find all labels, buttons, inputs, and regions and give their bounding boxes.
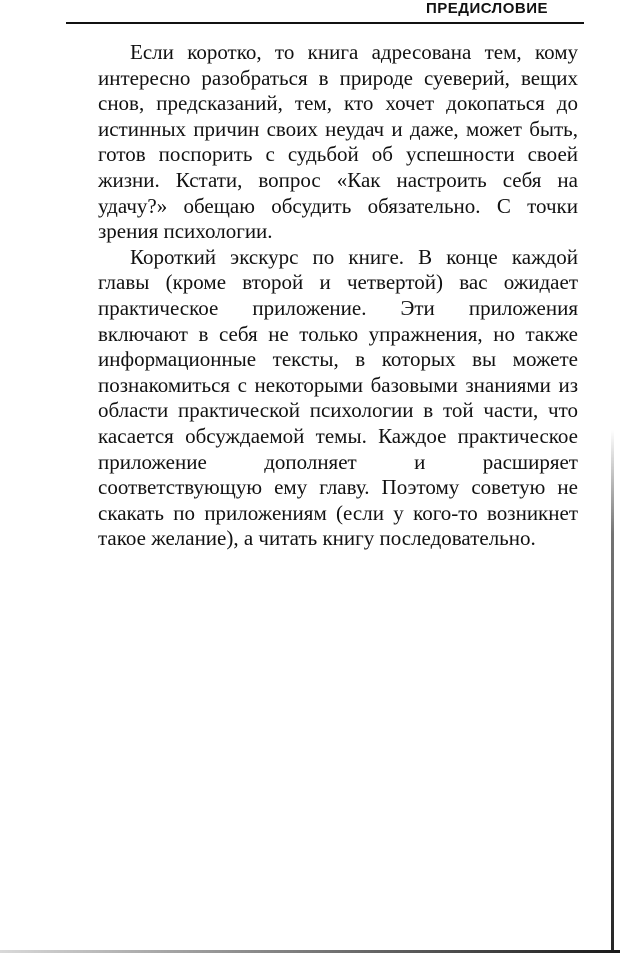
paragraph-1: Если коротко, то книга адресована тем, кому интересно разобраться в природе суеверий, вещих снов, предсказаний, тем, кто хочет докопаться до истинных причин своих неудач и даже, может быть, готов поспорить с судьбой об успешности своей жизни. Кстати, вопрос «Как настроить себя на удачу?» обещаю обсудить обязательно. С точки зрения психологии. [98,40,578,244]
body-text [98,40,578,552]
page-edge-shadow-right [611,430,614,950]
page-edge-shadow-bottom [0,950,620,953]
paragraph-2: Короткий экскурс по книге. В конце каждой главы (кроме второй и четвертой) вас ожидает практическое приложение. Эти приложения включают в себя не только упражнения, но также информационные тексты, в которых вы можете познакомиться с некоторыми базовыми знаниями из области практической психологии в той части, что касается обсуждаемой темы. Каждое практическое приложение дополняет и расширяет соответствующую ему главу. Поэтому советую не скакать по приложениям (если у кого-то возникнет такое желание), а читать книгу последовательно. [98,244,578,551]
running-header [66,0,584,24]
header-title: ПРЕДИСЛОВИЕ [425,0,548,17]
